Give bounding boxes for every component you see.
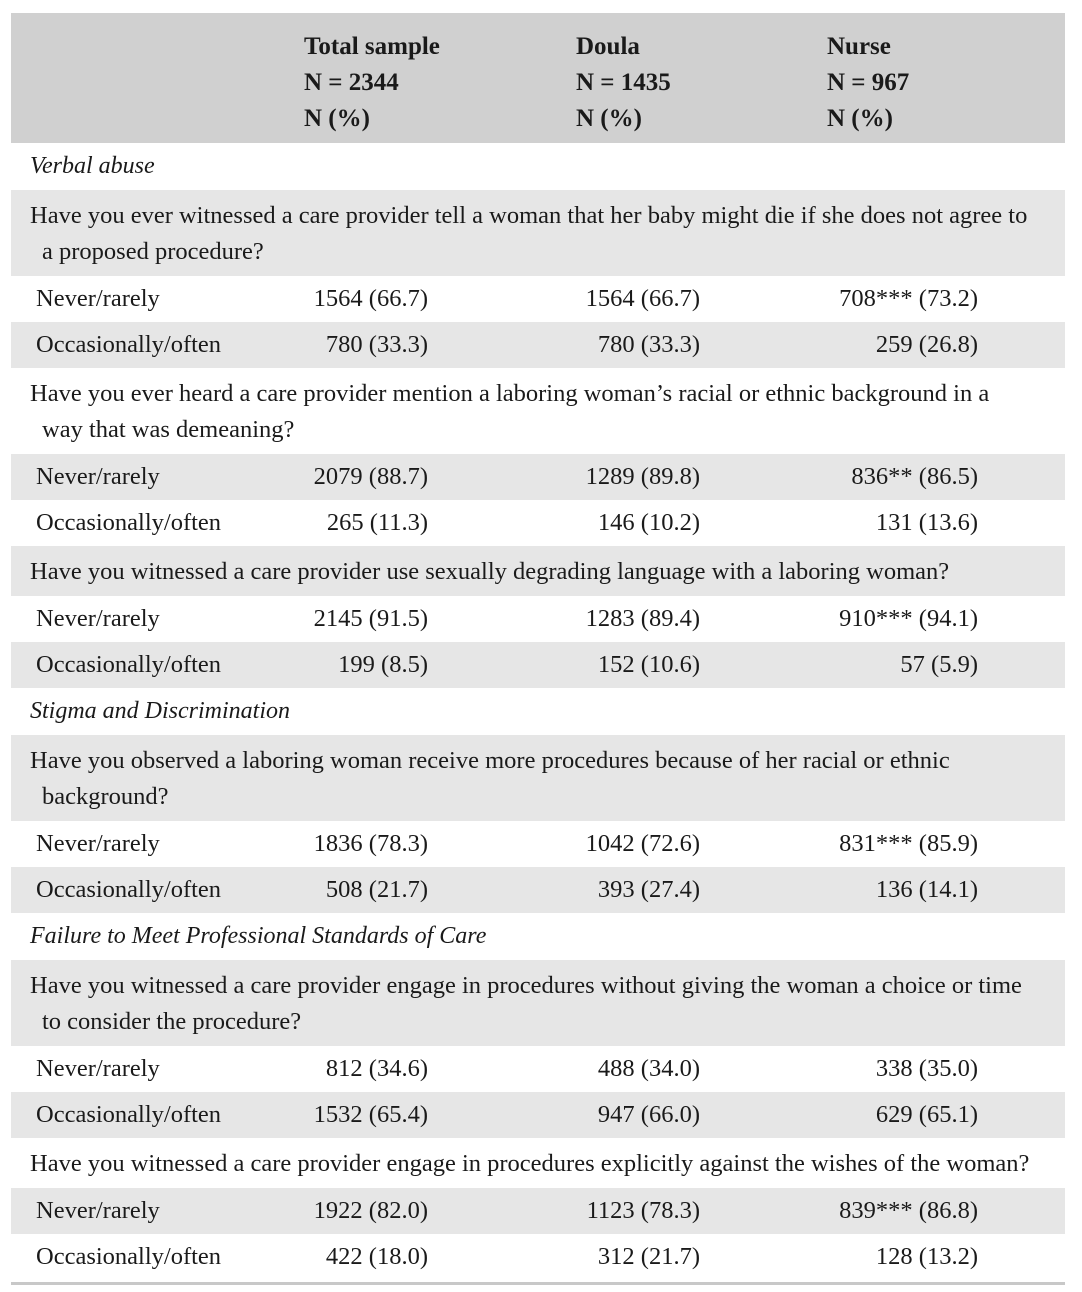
- question-label: Have you witnessed a care provider use sexually degrading language with a laboring woman?: [30, 558, 950, 585]
- header-total-sample: [304, 29, 440, 137]
- response-label: Occasionally/often: [36, 1243, 222, 1270]
- cell-nurse: 128 (13.2): [875, 1243, 978, 1270]
- response-label: Occasionally/often: [36, 876, 222, 903]
- cell-nurse: 831*** (85.9): [839, 830, 978, 857]
- cell-nurse: 629 (65.1): [875, 1101, 978, 1128]
- cell-total: 1532 (65.4): [313, 1101, 428, 1128]
- cell-doula: 1123 (78.3): [586, 1197, 700, 1224]
- cell-total: 1836 (78.3): [313, 830, 428, 857]
- response-label: Never/rarely: [36, 605, 160, 632]
- response-label: Never/rarely: [36, 830, 160, 857]
- bottom-rule: [11, 1282, 1065, 1285]
- cell-nurse: 839*** (86.8): [839, 1197, 978, 1224]
- cell-nurse: 57 (5.9): [900, 651, 978, 678]
- cell-doula: 1564 (66.7): [585, 285, 700, 312]
- cell-total: 2079 (88.7): [313, 463, 428, 490]
- question-label: Have you observed a laboring woman receive more procedures because of her racial or ethnic background?: [30, 747, 950, 810]
- cell-nurse: 259 (26.8): [875, 331, 978, 358]
- table-row: [11, 322, 1065, 368]
- cell-nurse: 338 (35.0): [875, 1055, 978, 1082]
- section-title: Stigma and Discrimination: [11, 688, 1065, 735]
- cell-doula: 312 (21.7): [597, 1243, 700, 1270]
- table-row: [11, 454, 1065, 500]
- question-text: [11, 1138, 1065, 1188]
- table-row: [11, 821, 1065, 867]
- header-title: Total sample: [304, 33, 440, 60]
- section-title: Verbal abuse: [11, 143, 1065, 190]
- cell-nurse: 910*** (94.1): [839, 605, 978, 632]
- header-doula: [576, 29, 671, 137]
- response-label: Never/rarely: [36, 463, 160, 490]
- cell-nurse: 131 (13.6): [875, 509, 978, 536]
- table-row: [11, 596, 1065, 642]
- table-row: [11, 867, 1065, 913]
- cell-total: 812 (34.6): [325, 1055, 428, 1082]
- cell-doula: 146 (10.2): [597, 509, 700, 536]
- section-title: Failure to Meet Professional Standards of Care: [11, 913, 1065, 960]
- header-n: N = 2344: [304, 69, 399, 96]
- response-label: Never/rarely: [36, 1055, 160, 1082]
- header-unit: N (%): [576, 105, 642, 132]
- response-label: Never/rarely: [36, 1197, 160, 1224]
- header-n: N = 1435: [576, 69, 671, 96]
- cell-doula: 1042 (72.6): [585, 830, 700, 857]
- response-label: Occasionally/often: [36, 1101, 222, 1128]
- response-label: Occasionally/often: [36, 651, 222, 678]
- header-nurse: [827, 29, 909, 137]
- cell-nurse: 136 (14.1): [875, 876, 978, 903]
- cell-doula: 947 (66.0): [597, 1101, 700, 1128]
- header-n: N = 967: [827, 69, 910, 96]
- response-label: Never/rarely: [36, 285, 160, 312]
- question-text: [11, 546, 1065, 596]
- table-row: [11, 1234, 1065, 1280]
- cell-total: 508 (21.7): [325, 876, 428, 903]
- cell-total: 2145 (91.5): [313, 605, 428, 632]
- table-header: [11, 13, 1065, 143]
- table-row: [11, 276, 1065, 322]
- table-body: [11, 143, 1065, 1280]
- header-title: Nurse: [827, 33, 891, 60]
- cell-doula: 1289 (89.8): [585, 463, 700, 490]
- table-row: [11, 1188, 1065, 1234]
- question-text: [11, 960, 1065, 1046]
- cell-doula: 152 (10.6): [597, 651, 700, 678]
- header-unit: N (%): [304, 105, 370, 132]
- cell-doula: 1283 (89.4): [585, 605, 700, 632]
- question-label: Have you witnessed a care provider engage in procedures explicitly against the wishes of the woman?: [30, 1150, 1030, 1177]
- cell-doula: 488 (34.0): [597, 1055, 700, 1082]
- response-label: Occasionally/often: [36, 331, 222, 358]
- table-row: [11, 642, 1065, 688]
- question-text: [11, 190, 1065, 276]
- question-label: Have you ever heard a care provider mention a laboring woman’s racial or ethnic background in a way that was demeaning?: [30, 380, 990, 443]
- question-text: [11, 735, 1065, 821]
- cell-nurse: 836** (86.5): [851, 463, 978, 490]
- table-row: [11, 1046, 1065, 1092]
- cell-total: 1922 (82.0): [313, 1197, 428, 1224]
- header-title: Doula: [576, 33, 640, 60]
- header-unit: N (%): [827, 105, 893, 132]
- question-text: [11, 368, 1065, 454]
- cell-nurse: 708*** (73.2): [839, 285, 978, 312]
- question-label: Have you ever witnessed a care provider tell a woman that her baby might die if she does not agree to a proposed procedure?: [30, 202, 1028, 265]
- cell-total: 265 (11.3): [326, 509, 428, 536]
- cell-total: 780 (33.3): [325, 331, 428, 358]
- cell-doula: 780 (33.3): [597, 331, 700, 358]
- cell-total: 199 (8.5): [338, 651, 428, 678]
- question-label: Have you witnessed a care provider engage in procedures without giving the woman a choice or time to consider the procedure?: [30, 972, 1022, 1035]
- cell-total: 1564 (66.7): [313, 285, 428, 312]
- response-label: Occasionally/often: [36, 509, 222, 536]
- cell-doula: 393 (27.4): [597, 876, 700, 903]
- cell-total: 422 (18.0): [325, 1243, 428, 1270]
- table-row: [11, 500, 1065, 546]
- results-table: [11, 13, 1065, 1285]
- table-row: [11, 1092, 1065, 1138]
